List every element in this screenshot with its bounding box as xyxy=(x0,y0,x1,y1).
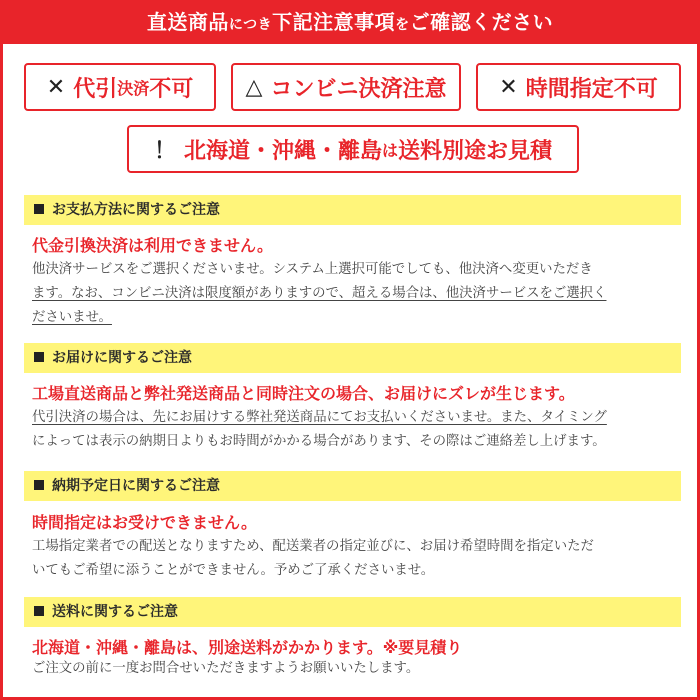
section-payment-body-line: ます。なお、コンビニ決済は限度額がありますので、超える場合は、他決済サービスをご選択く xyxy=(32,286,607,301)
square-bullet-icon xyxy=(34,606,44,616)
section-payment-body-line: 他決済サービスをご選択くださいませ。システム上選択可能でしても、他決済へ変更いただき xyxy=(32,262,593,277)
badge-remote-text-a: 北海道・沖縄・離島 xyxy=(183,138,382,164)
section-shipping-fee-body xyxy=(32,657,672,681)
section-schedule-body-line: いてもご希望に添うことができません。予めご了承くださいませ。 xyxy=(32,563,435,578)
banner-title-c: ご確認ください xyxy=(409,10,554,34)
badge-remote-shipping xyxy=(127,125,579,173)
section-schedule-body-line: 工場指定業者での配送となりますため、配送業者の指定並びに、お届け希望時間を指定いただ xyxy=(32,539,594,554)
badge-cod-text-small: 決済 xyxy=(117,78,150,98)
section-payment-body-line: ださいませ。 xyxy=(32,310,112,325)
cross-icon: ✕ xyxy=(499,74,518,100)
cross-icon: ✕ xyxy=(46,74,66,100)
badge-cod-text-a: 代引 xyxy=(73,76,118,102)
triangle-warning-icon: △ xyxy=(245,74,263,100)
section-delivery-body-text: 代引決済の場合は、先にお届けする弊社発送商品にてお支払いくださいませ。また、タイミング xyxy=(32,410,607,425)
badge-remote-text-small: は xyxy=(382,140,399,160)
banner-title-a: 直送商品 xyxy=(146,10,229,34)
section-delivery-body xyxy=(32,406,672,454)
section-schedule-title: 納期予定日に関するご注意 xyxy=(52,478,220,494)
section-payment-body xyxy=(32,258,672,330)
section-delivery-body-line: によっては表示の納期日よりもお時間がかかる場合があります、その際はご連絡差し上げます。 xyxy=(32,434,606,449)
section-shipping-fee-heading xyxy=(24,597,681,627)
banner-title-small2: を xyxy=(395,17,410,33)
badge-time-text: 時間指定不可 xyxy=(525,76,658,102)
section-delivery-lead: 工場直送商品と弊社発送商品と同時注文の場合、お届けにズレが生じます。 xyxy=(32,384,575,403)
badge-time-not-allowed xyxy=(476,63,681,111)
badge-cod-text-b: 不可 xyxy=(149,76,194,102)
banner-title-small: につき xyxy=(228,17,273,33)
section-delivery-heading xyxy=(24,343,681,373)
section-schedule-lead: 時間指定はお受けできません。 xyxy=(32,513,257,532)
badge-cod-not-allowed xyxy=(24,63,216,111)
section-schedule-body xyxy=(32,535,672,583)
section-payment-title: お支払方法に関するご注意 xyxy=(52,202,220,218)
section-shipping-fee-title: 送料に関するご注意 xyxy=(52,604,178,620)
section-schedule-heading xyxy=(24,471,681,501)
square-bullet-icon xyxy=(34,480,44,490)
section-payment-heading xyxy=(24,195,681,225)
notice-banner xyxy=(0,0,700,44)
section-payment-lead: 代金引換決済は利用できません。 xyxy=(32,236,273,255)
section-shipping-fee-lead: 北海道・沖縄・離島は、別途送料がかかります。※要見積り xyxy=(32,638,463,657)
section-delivery-body-line xyxy=(32,406,672,430)
badge-remote-text-b: 送料別途お見積 xyxy=(398,138,553,164)
exclamation-icon: ！ xyxy=(153,138,176,164)
badge-convenience-caution xyxy=(231,63,461,111)
section-shipping-fee-body-line: ご注文の前に一度お問合せいただきますようお願いいたします。 xyxy=(32,661,420,676)
banner-title-b: 下記注意事項 xyxy=(272,10,396,34)
square-bullet-icon xyxy=(34,352,44,362)
square-bullet-icon xyxy=(34,204,44,214)
section-delivery-title: お届けに関するご注意 xyxy=(52,350,192,366)
badge-convenience-text: コンビニ決済注意 xyxy=(270,76,447,102)
